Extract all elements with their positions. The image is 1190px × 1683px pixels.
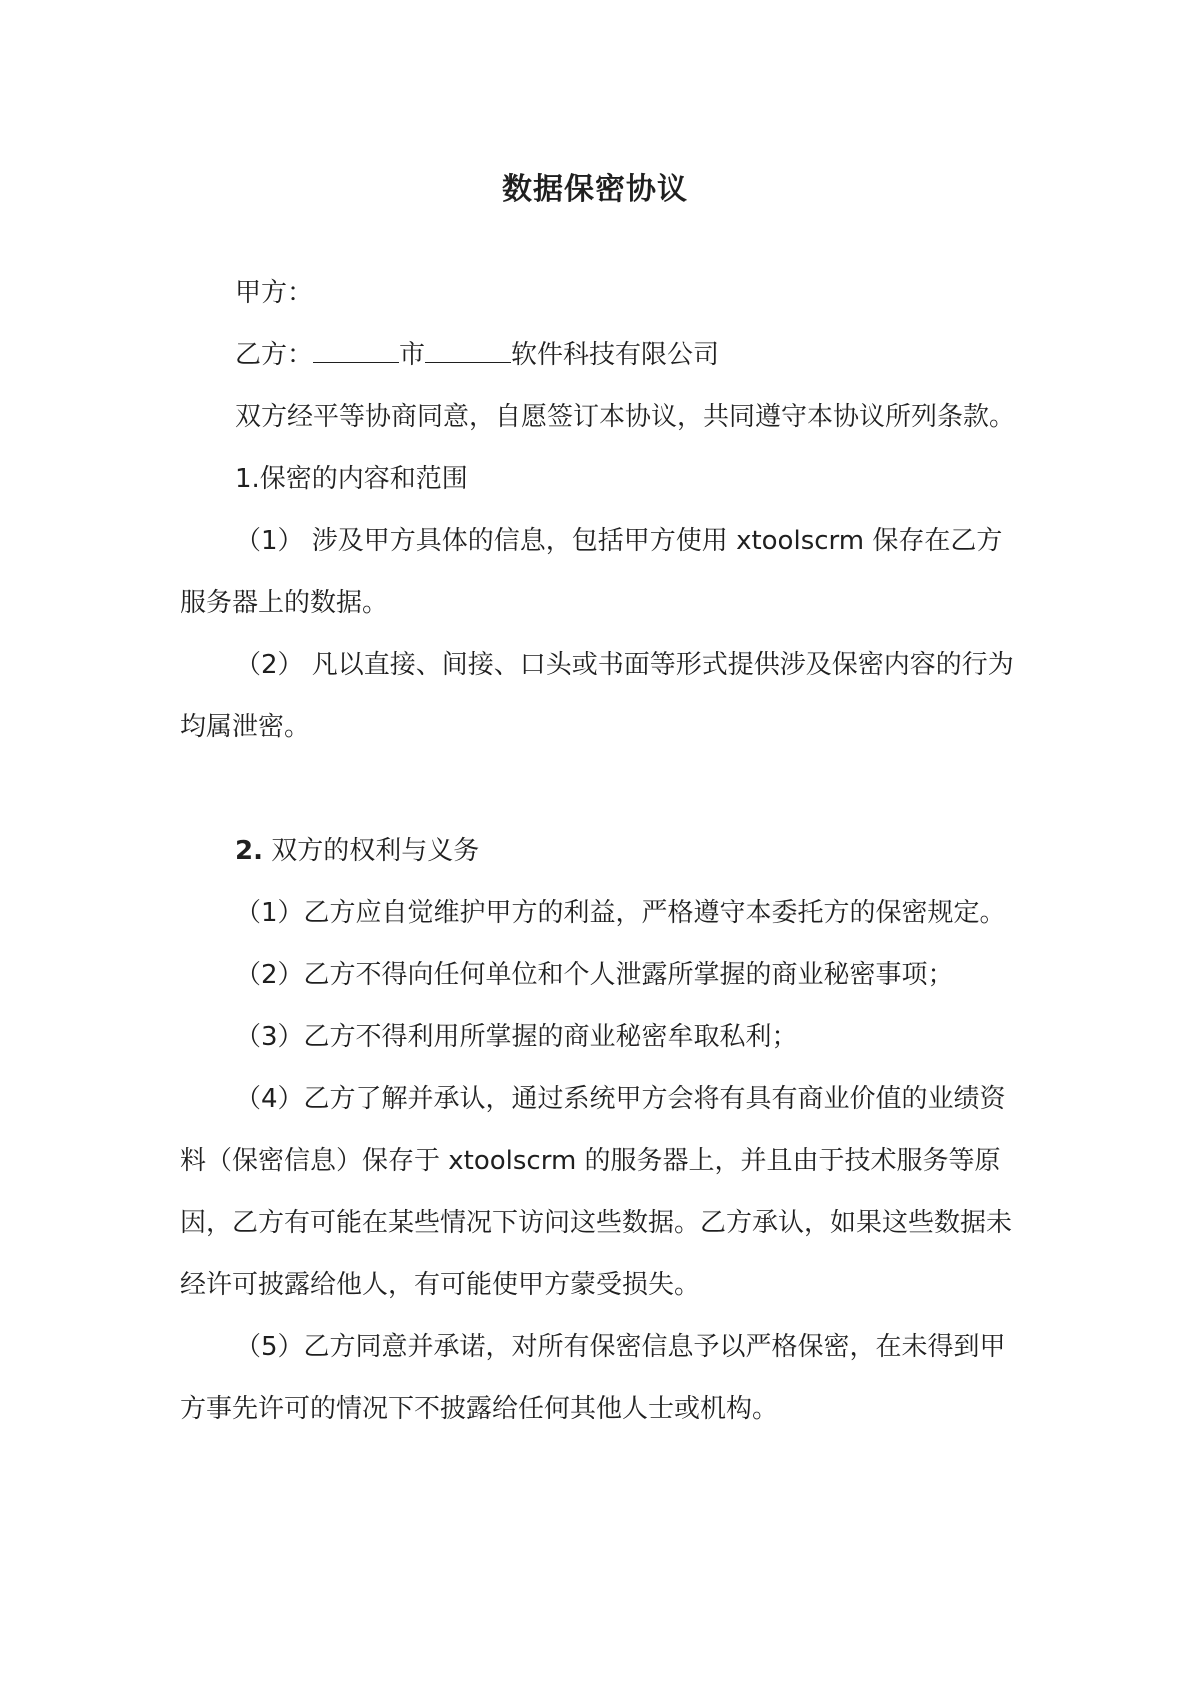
section1-item-2: （2） 凡以直接、间接、口头或书面等形式提供涉及保密内容的行为均属泄密。 [180, 650, 1014, 742]
party-b-line [180, 324, 1020, 386]
party-b-city: 市 [399, 340, 426, 370]
section1-heading: 1.保密的内容和范围 [235, 464, 468, 494]
party-a-line: 甲方： [235, 278, 314, 308]
section2-item-4: （4）乙方了解并承认，通过系统甲方会将有具有商业价值的业绩资料（保密信息）保存于 xtoolscrm 的服务器上，并且由于技术服务等原因，乙方有可能在某些情况下访问这些数据。乙方承认，如果这些数据未经许可披露给他人，有可能使甲方蒙受损失。 [180, 1084, 1013, 1300]
section2-item-5: （5）乙方同意并承诺，对所有保密信息予以严格保密，在未得到甲方事先许可的情况下不披露给任何其他人士或机构。 [180, 1332, 1006, 1424]
section2-heading [180, 820, 1020, 882]
section-spacer [180, 758, 1020, 820]
city-blank [313, 340, 399, 363]
party-b-company: 软件科技有限公司 [511, 340, 720, 370]
company-blank [425, 340, 511, 363]
document-body [180, 262, 1020, 1440]
section2-number: 2. [235, 836, 263, 866]
section2-item-3: （3）乙方不得利用所掌握的商业秘密牟取私利； [235, 1022, 798, 1052]
intro-paragraph: 双方经平等协商同意，自愿签订本协议，共同遵守本协议所列条款。 [235, 402, 1016, 432]
section2-item-2: （2）乙方不得向任何单位和个人泄露所掌握的商业秘密事项； [235, 960, 954, 990]
document-title: 数据保密协议 [502, 172, 688, 207]
section1-item-1: （1） 涉及甲方具体的信息，包括甲方使用 xtoolscrm 保存在乙方服务器上的数据。 [180, 526, 1003, 618]
section2-item-1: （1）乙方应自觉维护甲方的利益，严格遵守本委托方的保密规定。 [235, 898, 1006, 928]
party-b-prefix: 乙方： [235, 340, 314, 370]
section2-heading-text: 双方的权利与义务 [262, 836, 480, 866]
